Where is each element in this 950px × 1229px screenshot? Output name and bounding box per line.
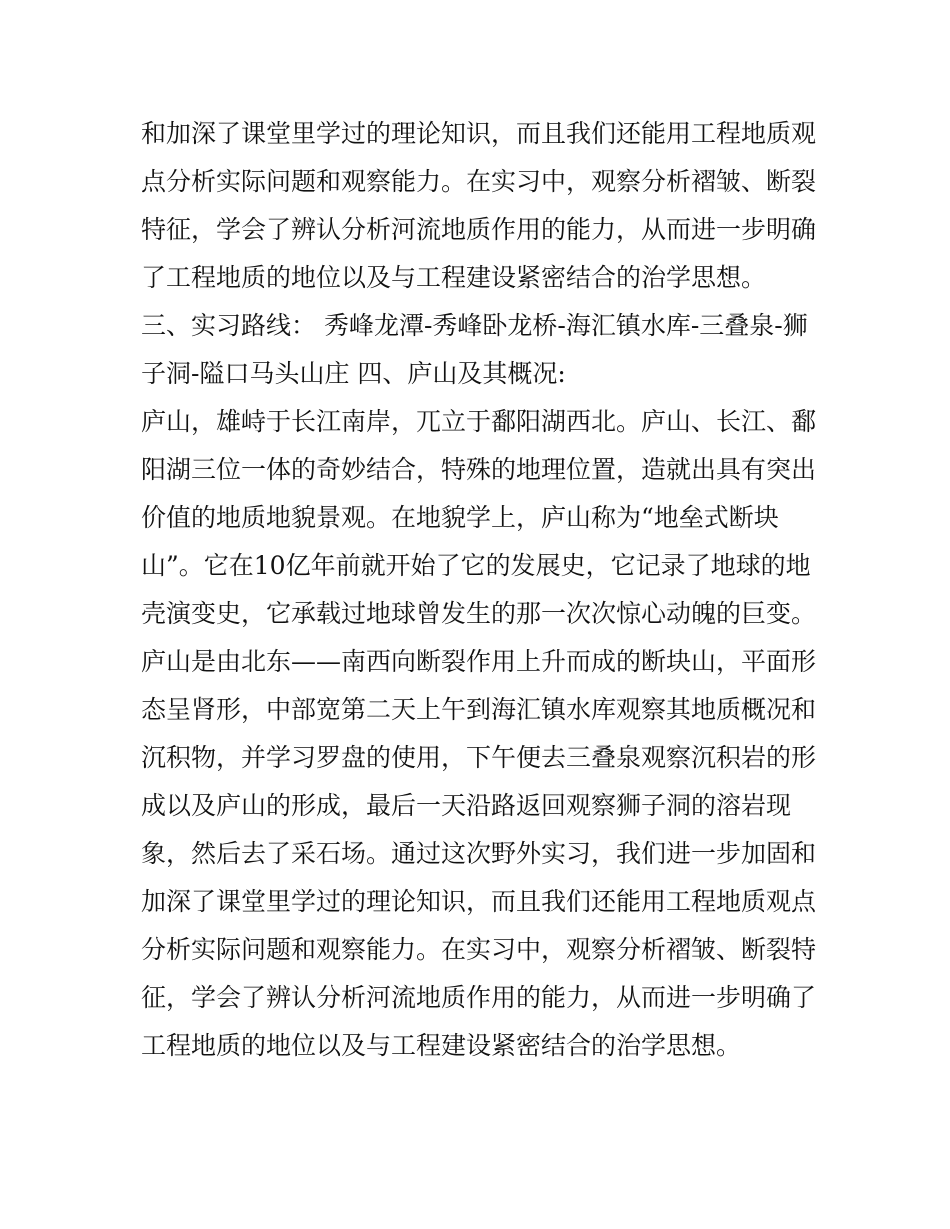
text-line-19: 征，学会了辨认分析河流地质作用的能力，从而进一步明确了	[141, 983, 817, 1012]
text-line-20: 工程地质的地位以及与工程建设紧密结合的治学思想。	[141, 1031, 742, 1060]
text-line-16: 象，然后去了采石场。通过这次野外实习，我们进一步加固和	[141, 839, 817, 868]
text-line-14: 沉积物，并学习罗盘的使用，下午便去三叠泉观察沉积岩的形	[141, 743, 817, 772]
text-line-18: 分析实际问题和观察能力。在实习中，观察分析褶皱、断裂特	[141, 935, 817, 964]
text-line-13: 态呈肾形，中部宽第二天上午到海汇镇水库观察其地质概况和	[141, 695, 817, 724]
section-heading-route: 三、实习路线： 秀峰龙潭-秀峰卧龙桥-海汇镇水库-三叠泉-狮	[141, 311, 808, 340]
text-line-3: 特征，学会了辨认分析河流地质作用的能力，从而进一步明确	[141, 215, 817, 244]
text-line-8: 阳湖三位一体的奇妙结合，特殊的地理位置，造就出具有突出	[141, 455, 817, 484]
text-line-4: 了工程地质的地位以及与工程建设紧密结合的治学思想。	[141, 263, 767, 292]
text-line-7: 庐山，雄峙于长江南岸，兀立于鄱阳湖西北。庐山、长江、鄱	[141, 407, 817, 436]
text-line-17: 加深了课堂里学过的理论知识，而且我们还能用工程地质观点	[141, 887, 817, 916]
text-line-1: 和加深了课堂里学过的理论知识，而且我们还能用工程地质观	[141, 119, 817, 148]
text-line-15: 成以及庐山的形成，最后一天沿路返回观察狮子洞的溶岩现	[141, 791, 792, 820]
body-text	[141, 110, 821, 1070]
section-heading-overview: 子洞-隘口马头山庄 四、庐山及其概况:	[141, 359, 566, 388]
text-line-10: 山”。它在10亿年前就开始了它的发展史，它记录了地球的地	[141, 551, 811, 580]
text-line-12: 庐山是由北东——南西向断裂作用上升而成的断块山，平面形	[141, 647, 817, 676]
text-line-9: 价值的地质地貌景观。在地貌学上，庐山称为“地垒式断块	[141, 503, 779, 532]
text-line-2: 点分析实际问题和观察能力。在实习中，观察分析褶皱、断裂	[141, 167, 817, 196]
text-line-11: 壳演变史，它承载过地球曾发生的那一次次惊心动魄的巨变。	[141, 599, 817, 628]
